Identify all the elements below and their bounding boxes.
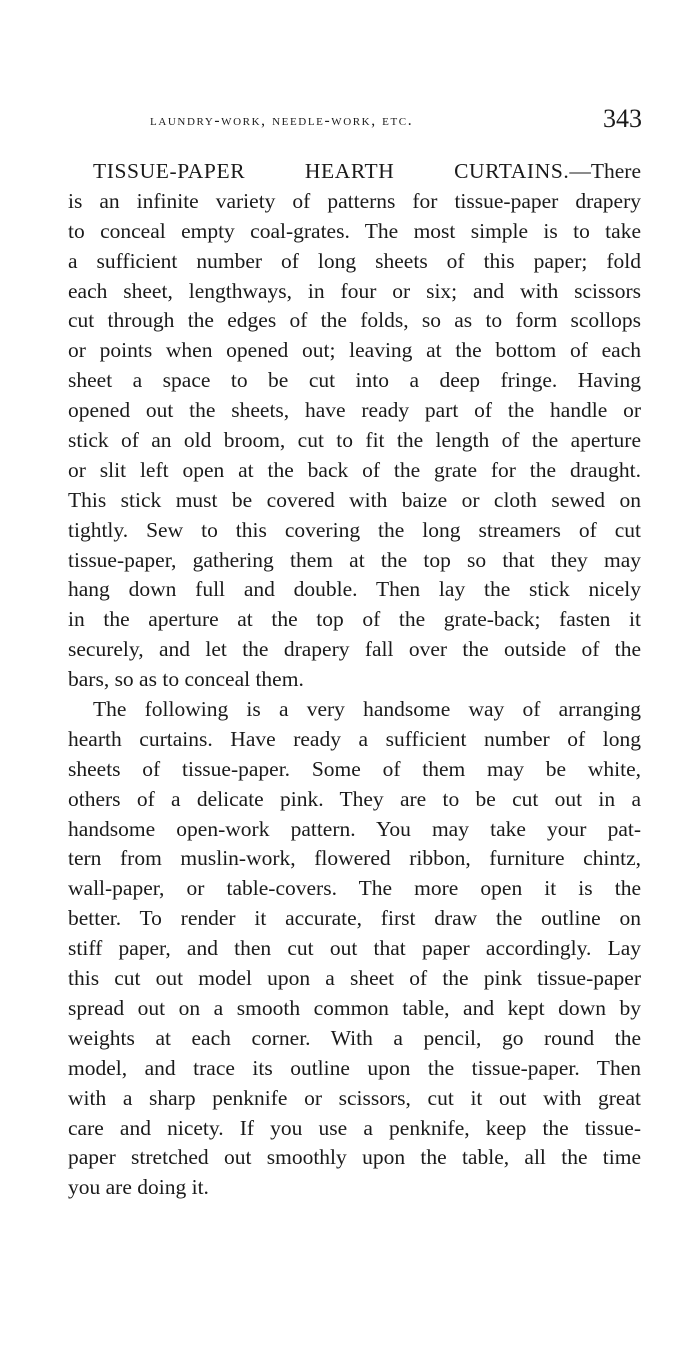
text-line: weights at each corner. With a pencil, go round the [68,1025,641,1050]
text-line: this cut out model upon a sheet of the pink tissue-paper [68,966,641,991]
text-line: care and nicety. If you use a penknife, keep the tissue- [68,1115,641,1140]
heading-continuation: —There [569,159,641,183]
text-line: This stick must be covered with baize or cloth sewed on [68,487,641,512]
text-line [68,157,641,187]
text-line: paper stretched out smoothly upon the table, all the time [68,1145,641,1170]
text-line: tightly. Sew to this covering the long streamers of cut [68,517,641,542]
running-header [150,104,642,138]
text-line: to conceal empty coal-grates. The most simple is to take [68,218,641,243]
text-line: wall-paper, or table-covers. The more open it is the [68,876,641,901]
text-line: tissue-paper, gathering them at the top so that they may [68,547,641,572]
text-line: sheet a space to be cut into a deep fringe. Having [68,368,641,393]
text-line: model, and trace its outline upon the tissue-paper. Then [68,1055,641,1080]
text-line: others of a delicate pink. They are to be cut out in a [68,786,641,811]
text-line: spread out on a smooth common table, and kept down by [68,995,641,1020]
text-line: stick of an old broom, cut to fit the length of the aperture [68,428,641,453]
text-line: cut through the edges of the folds, so as to form scollops [68,308,641,333]
text-line: each sheet, lengthways, in four or six; and with scissors [68,278,641,303]
running-title: laundry-work, needle-work, etc. [150,112,414,129]
text-line: or points when opened out; leaving at the bottom of each [68,338,641,363]
text-line: with a sharp penknife or scissors, cut it out with great [68,1085,641,1110]
text-line: bars, so as to conceal them. [68,667,304,692]
page-number: 343 [603,104,642,133]
text-line: opened out the sheets, have ready part of the handle or [68,398,641,423]
text-line: hearth curtains. Have ready a sufficient number of long [68,726,641,751]
text-line: you are doing it. [68,1175,209,1200]
text-line: in the aperture at the top of the grate-back; fasten it [68,607,641,632]
text-line: is an infinite variety of patterns for tissue-paper drapery [68,188,641,213]
text-line: stiff paper, and then cut out that paper accordingly. Lay [68,936,641,961]
section-heading: TISSUE-PAPER HEARTH CURTAINS. [93,159,570,183]
body-text [68,157,641,1203]
text-line: sheets of tissue-paper. Some of them may be white, [68,756,641,781]
text-line: better. To render it accurate, first draw the outline on [68,906,641,931]
text-line: The following is a very handsome way of arranging [93,697,641,722]
text-line: handsome open-work pattern. You may take your pat- [68,816,641,841]
text-line: hang down full and double. Then lay the stick nicely [68,577,641,602]
text-line: a sufficient number of long sheets of this paper; fold [68,248,641,273]
text-line: securely, and let the drapery fall over the outside of the [68,637,641,662]
text-line: or slit left open at the back of the grate for the draught. [68,457,641,482]
text-line: tern from muslin-work, flowered ribbon, furniture chintz, [68,846,641,871]
